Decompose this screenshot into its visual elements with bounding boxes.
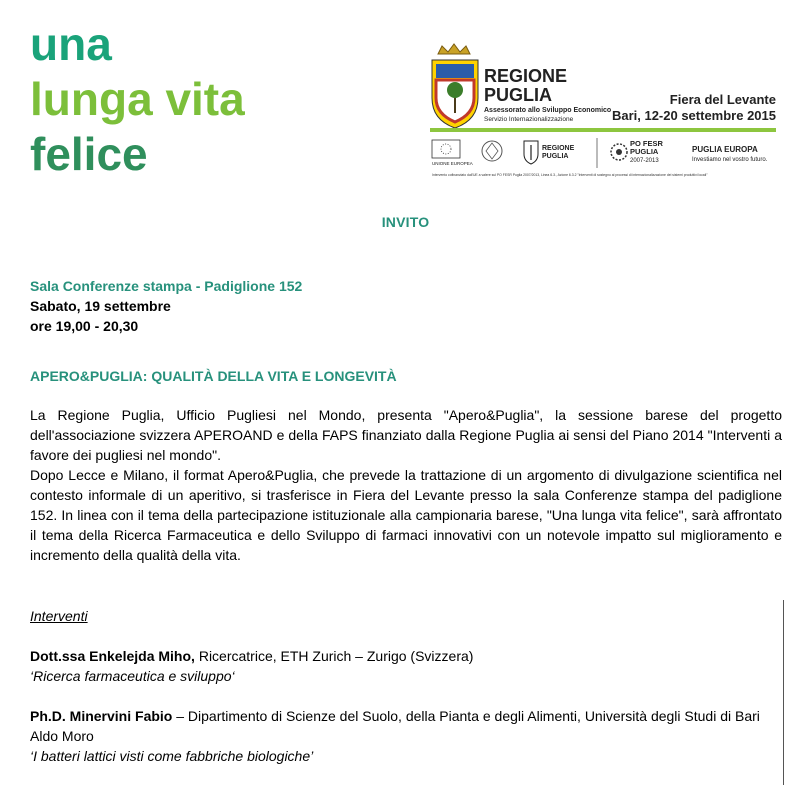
regione-puglia-small-2: PUGLIA: [542, 153, 569, 160]
speaker-1-line: [30, 646, 782, 666]
banner-region-name-2: PUGLIA: [484, 85, 553, 105]
banner-fair-dates: Bari, 12-20 settembre 2015: [611, 108, 776, 123]
interventi-heading: [30, 606, 782, 626]
eu-flag-icon: [432, 140, 460, 158]
speaker-2-affiliation: – Dipartimento di Scienze del Suolo, della Pianta e degli Alimenti, Università degli Studi di Bari Aldo Moro: [30, 708, 760, 744]
puglia-europa-title: PUGLIA EUROPA: [692, 145, 758, 154]
italian-republic-emblem-icon: [482, 141, 502, 161]
body-text: [30, 405, 782, 565]
body-paragraph-1: La Regione Puglia, Ufficio Pugliesi nel Mondo, presenta "Apero&Puglia", la sessione barese del progetto dell'associazione svizzera APEROAND e della FAPS finanziato dalla Regione Puglia ai sensi del Piano 2014 "Interventi a favore dei pugliesi nel mondo".: [30, 407, 782, 463]
speaker-2-line: [30, 706, 782, 746]
speaker-1-affiliation: Ricercatrice, ETH Zurich – Zurigo (Svizzera): [194, 648, 474, 664]
regione-puglia-shield-icon: [432, 60, 478, 128]
banner-green-bar: [430, 128, 776, 132]
event-headline: APERO&PUGLIA: QUALITÀ DELLA VITA E LONGEVITÀ: [30, 368, 397, 384]
speaker-1: [30, 646, 782, 686]
po-fesr-years: 2007-2013: [630, 158, 659, 164]
speaker-2: [30, 706, 782, 766]
interventi-label: Interventi: [30, 608, 88, 624]
regione-puglia-banner: [420, 28, 780, 188]
logo-line-2: lunga vita: [30, 73, 245, 125]
po-fesr-2: PUGLIA: [630, 147, 659, 156]
eu-label: UNIONE EUROPEA: [432, 161, 473, 166]
regione-puglia-small-1: REGIONE: [542, 145, 575, 152]
banner-region-name-1: REGIONE: [484, 66, 568, 86]
banner-footnote: Intervento cofinanziato dall'UE a valere sul PO FESR Puglia 2007/2013, Linea 6.3., Azione 6.3.2 "Interventi di sostegno ai processi di internazionalizzazione dei sistemi produttivi locali": [432, 173, 708, 177]
logo-line-1: una: [30, 20, 112, 70]
po-fesr-sun-icon: [611, 144, 627, 160]
campaign-logo: [30, 20, 300, 185]
banner-servizio: Servizio Internazionalizzazione: [484, 116, 574, 123]
invito-title: INVITO: [381, 214, 430, 230]
regione-puglia-small-shield-icon: [524, 141, 538, 164]
event-date: Sabato, 19 settembre: [30, 298, 171, 314]
event-time: ore 19,00 - 20,30: [30, 318, 139, 334]
banner-fair-name: Fiera del Levante: [669, 92, 776, 107]
crown-icon: [438, 44, 470, 54]
puglia-europa-tagline: Investiamo nel vostro futuro.: [692, 157, 768, 163]
logo-line-3: felice: [30, 128, 148, 180]
speaker-2-talk: ‘I batteri lattici visti come fabbriche biologiche’: [30, 748, 314, 764]
event-venue: Sala Conferenze stampa - Padiglione 152: [30, 278, 303, 294]
body-paragraph-2: Dopo Lecce e Milano, il format Apero&Puglia, che prevede la trattazione di un argomento di divulgazione scientifica nel contesto informale di un aperitivo, si trasferisce in Fiera del Levante presso la sala Conferenze stampa del padiglione 152. In linea con il tema della partecipazione istituzionale alla campionaria barese, "Una lunga vita felice", sarà affrontato il tema della Ricerca Farmaceutica e dello Sviluppo di farmaci innovativi con un notevole impatto sul miglioramento e incremento della qualità della vita.: [30, 467, 782, 563]
right-margin-line: [783, 600, 784, 785]
speaker-1-talk: ‘Ricerca farmaceutica e sviluppo‘: [30, 668, 235, 684]
po-fesr-1: PO FESR: [630, 139, 663, 148]
speaker-2-name: Ph.D. Minervini Fabio: [30, 708, 173, 724]
banner-assessorato: Assessorato allo Sviluppo Economico: [484, 107, 612, 114]
speaker-1-name: Dott.ssa Enkelejda Miho,: [30, 648, 195, 664]
event-details: [30, 276, 782, 336]
